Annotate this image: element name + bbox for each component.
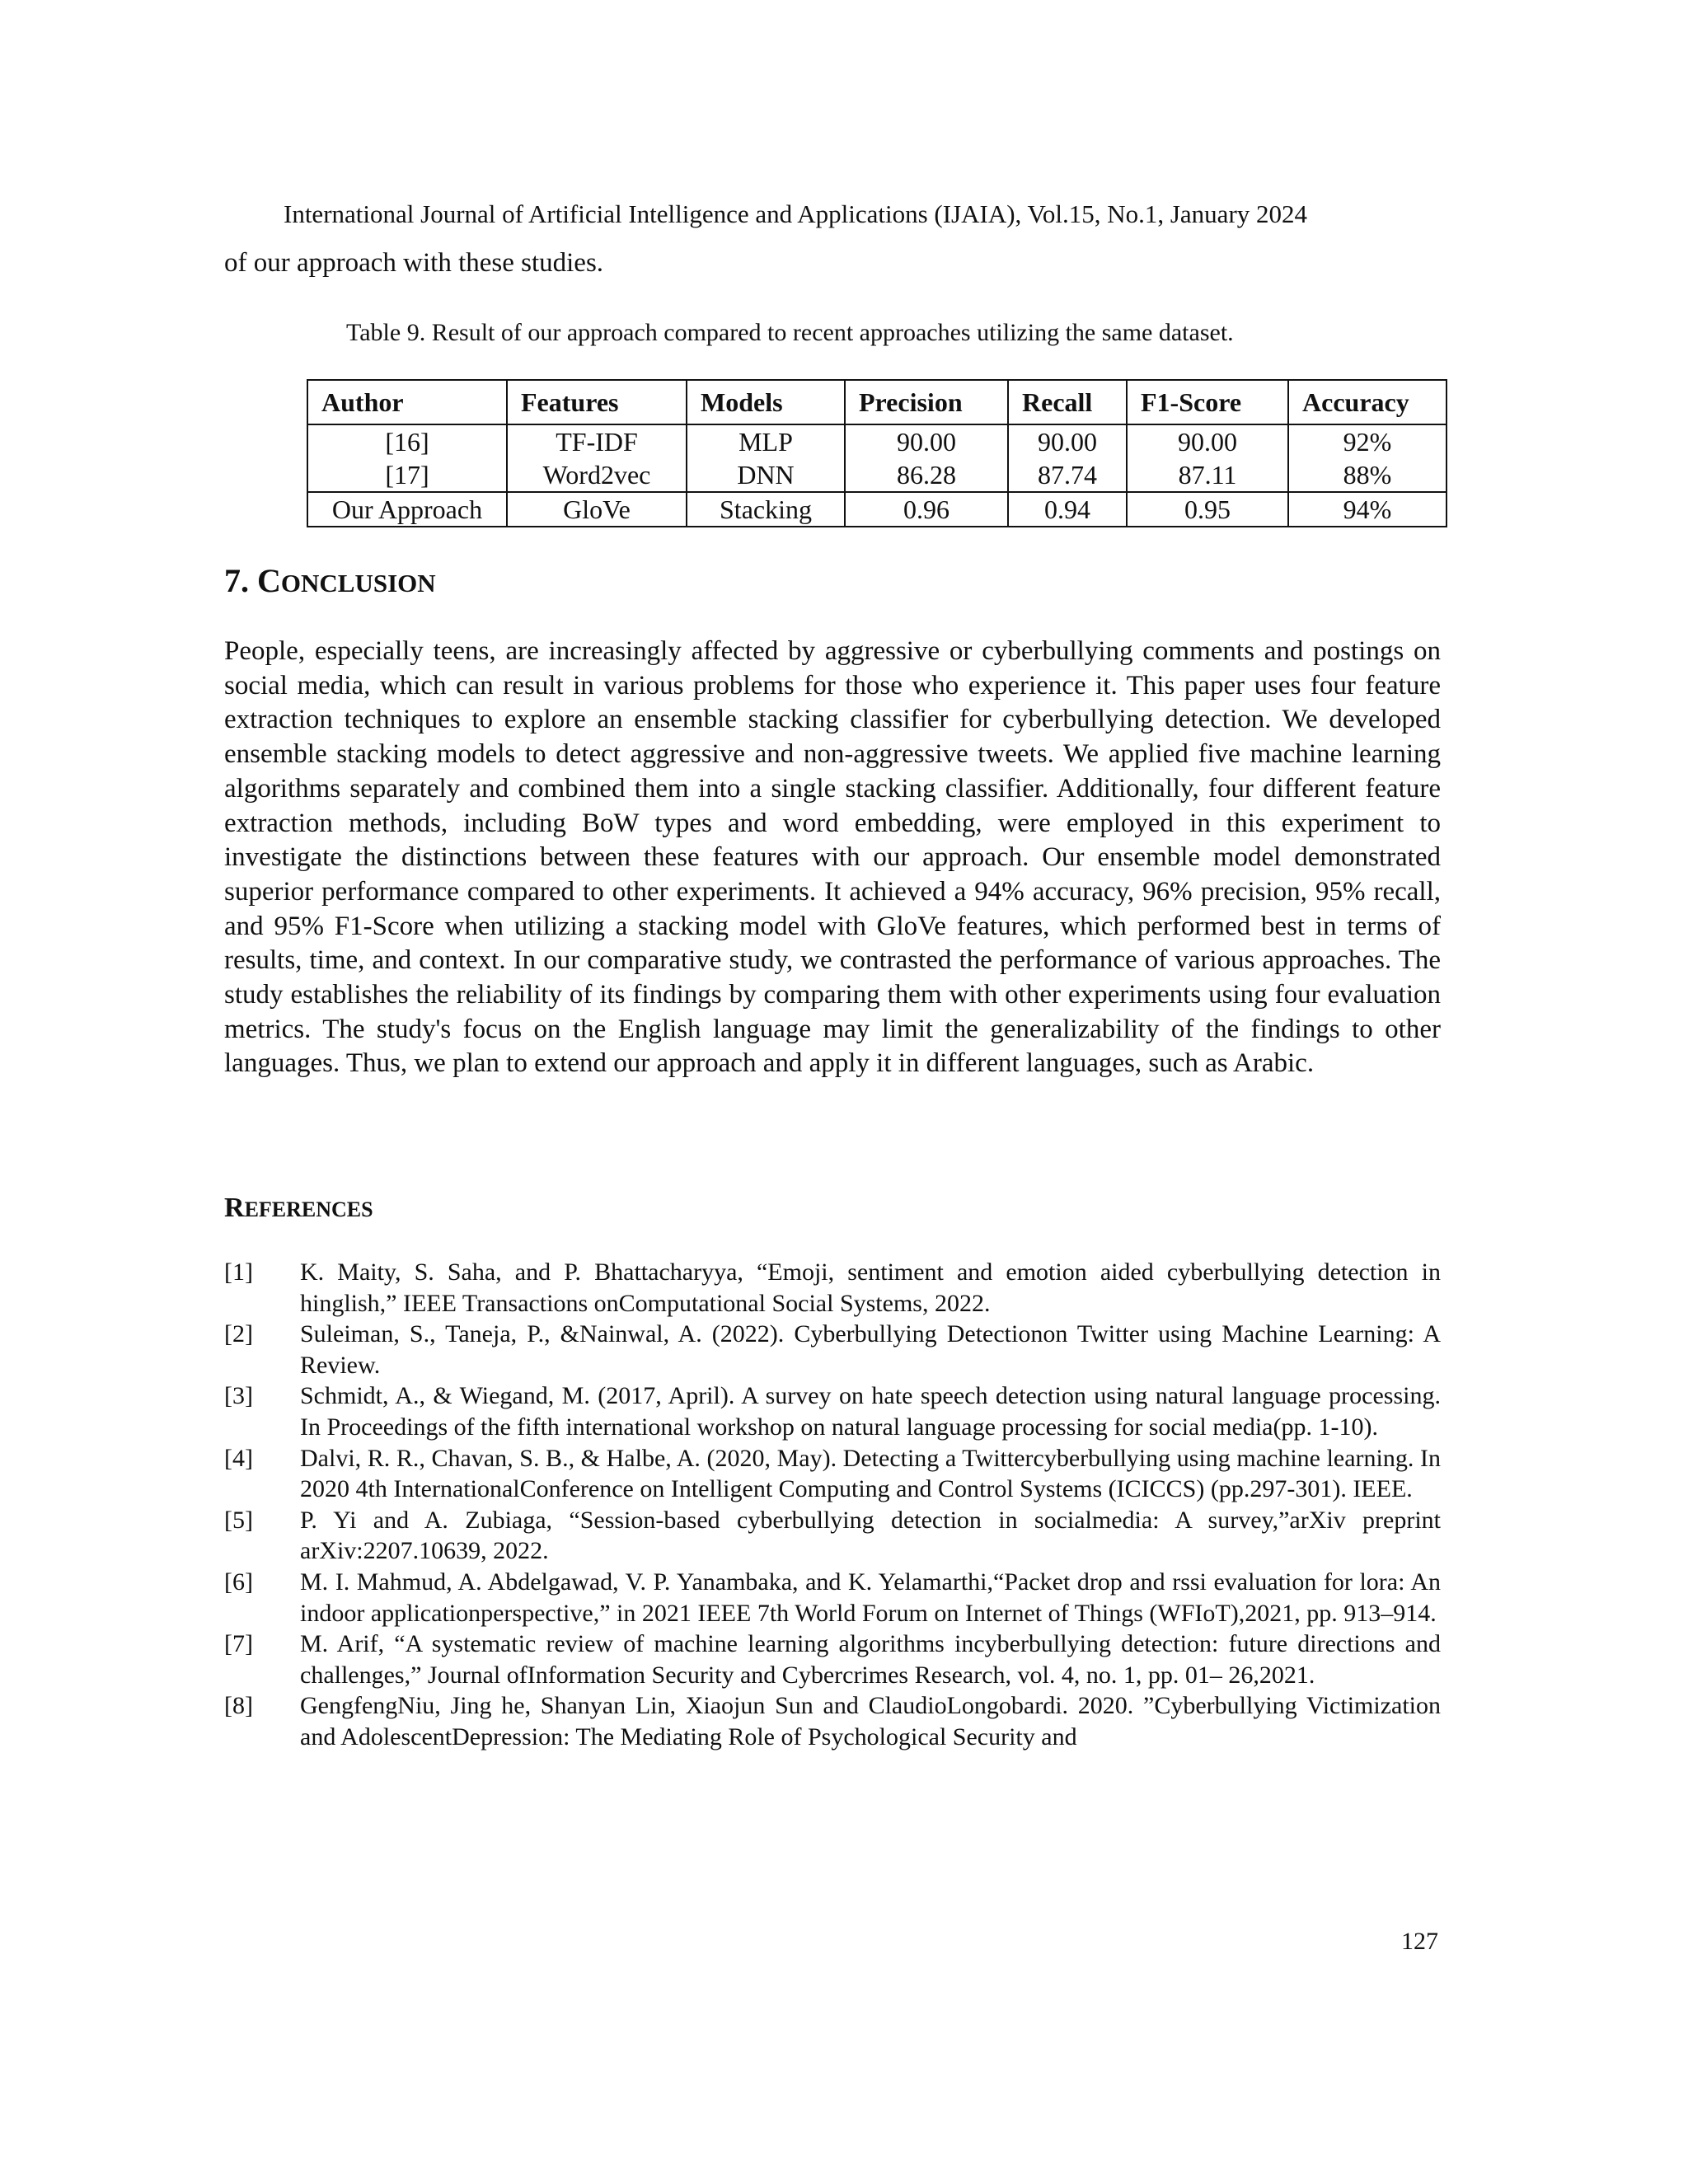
- table-header-row: [307, 380, 1447, 424]
- table-cell: 90.00: [845, 424, 1008, 458]
- table-cell: 0.95: [1127, 492, 1288, 527]
- table-cell: 87.11: [1127, 458, 1288, 492]
- conclusion-heading: [224, 560, 436, 604]
- conclusion-heading-rest: ONCLUSION: [280, 569, 436, 598]
- reference-number: [3]: [224, 1382, 253, 1410]
- table-cell: DNN: [687, 458, 845, 492]
- reference-item: [224, 1505, 1441, 1567]
- reference-item: [224, 1257, 1441, 1319]
- table-cell: 86.28: [845, 458, 1008, 492]
- table-cell: GloVe: [507, 492, 687, 527]
- table-cell: [17]: [307, 458, 507, 492]
- column-header: F1-Score: [1127, 380, 1288, 424]
- column-header: Features: [507, 380, 687, 424]
- column-header: Precision: [845, 380, 1008, 424]
- reference-item: [224, 1319, 1441, 1380]
- reference-item: [224, 1629, 1441, 1690]
- column-header: Author: [307, 380, 507, 424]
- reference-number: [2]: [224, 1320, 253, 1348]
- table-row: [307, 424, 1447, 458]
- table-cell: 88%: [1288, 458, 1447, 492]
- reference-number: [8]: [224, 1692, 253, 1720]
- table-cell: MLP: [687, 424, 845, 458]
- table-row: [307, 458, 1447, 492]
- table-cell: Our Approach: [307, 492, 507, 527]
- reference-item: [224, 1690, 1441, 1752]
- reference-text: Suleiman, S., Taneja, P., &Nainwal, A. (2022). Cyberbullying Detectionon Twitter using Machine Learning: A Review.: [300, 1320, 1441, 1379]
- table-cell: 90.00: [1127, 424, 1288, 458]
- reference-text: P. Yi and A. Zubiaga, “Session-based cyberbullying detection in socialmedia: A survey,”arXiv preprint arXiv:2207.10639, 2022.: [300, 1506, 1441, 1565]
- reference-number: [6]: [224, 1568, 253, 1596]
- references-heading-first: R: [224, 1193, 245, 1223]
- page-number: 127: [1401, 1928, 1438, 1955]
- table-cell: Stacking: [687, 492, 845, 527]
- lead-paragraph: of our approach with these studies.: [224, 248, 604, 278]
- reference-number: [5]: [224, 1506, 253, 1534]
- conclusion-heading-number: 7. C: [224, 562, 281, 599]
- references-heading-rest: EFERENCES: [244, 1197, 373, 1221]
- reference-number: [1]: [224, 1258, 253, 1286]
- references-heading: [224, 1190, 373, 1228]
- reference-text: K. Maity, S. Saha, and P. Bhattacharyya, “Emoji, sentiment and emotion aided cyberbullying detection in hinglish,” IEEE Transactions onComputational Social Systems, 2022.: [300, 1258, 1441, 1317]
- reference-text: M. Arif, “A systematic review of machine learning algorithms incyberbullying detection: future directions and challenges,” Journal ofInformation Security and Cybercrimes Research, vol. 4, no. 1, pp. 01– 26,2021.: [300, 1630, 1441, 1689]
- reference-item: [224, 1567, 1441, 1629]
- column-header: Models: [687, 380, 845, 424]
- table-row: [307, 492, 1447, 527]
- table-cell: 92%: [1288, 424, 1447, 458]
- table-cell: 94%: [1288, 492, 1447, 527]
- reference-text: Dalvi, R. R., Chavan, S. B., & Halbe, A. (2020, May). Detecting a Twittercyberbullying using machine learning. In 2020 4th InternationalConference on Intelligent Computing and Control Systems (ICICCS) (pp.297-301). IEEE.: [300, 1444, 1441, 1503]
- reference-text: M. I. Mahmud, A. Abdelgawad, V. P. Yanambaka, and K. Yelamarthi,“Packet drop and rssi evaluation for lora: An indoor applicationperspective,” in 2021 IEEE 7th World Forum on Internet of Things (WFIoT),2021, pp. 913–914.: [300, 1568, 1441, 1627]
- reference-item: [224, 1443, 1441, 1505]
- column-header: Recall: [1008, 380, 1127, 424]
- table-caption: Table 9. Result of our approach compared to recent approaches utilizing the same dataset.: [346, 319, 1234, 346]
- table-cell: 0.94: [1008, 492, 1127, 527]
- table-cell: 0.96: [845, 492, 1008, 527]
- reference-text: GengfengNiu, Jing he, Shanyan Lin, Xiaojun Sun and ClaudioLongobardi. 2020. ”Cyberbullying Victimization and AdolescentDepression: The Mediating Role of Psychological Security and: [300, 1692, 1441, 1750]
- conclusion-paragraph: People, especially teens, are increasingly affected by aggressive or cyberbullying comments and postings on social media, which can result in various problems for those who experience it. This paper uses four feature extraction techniques to explore an ensemble stacking classifier for cyberbullying detection. We developed ensemble stacking models to detect aggressive and non-aggressive tweets. We applied five machine learning algorithms separately and combined them into a single stacking classifier. Additionally, four different feature extraction methods, including BoW types and word embedding, were employed in this experiment to investigate the distinctions between these features with our approach. Our ensemble model demonstrated superior performance compared to other experiments. It achieved a 94% accuracy, 96% precision, 95% recall, and 95% F1-Score when utilizing a stacking model with GloVe features, which performed best in terms of results, time, and context. In our comparative study, we contrasted the performance of various approaches. The study establishes the reliability of its findings by comparing them with other experiments using four evaluation metrics. The study's focus on the English language may limit the generalizability of the findings to other languages. Thus, we plan to extend our approach and apply it in different languages, such as Arabic.: [224, 636, 1441, 1079]
- reference-list: [224, 1257, 1441, 1753]
- table-cell: 90.00: [1008, 424, 1127, 458]
- reference-item: [224, 1380, 1441, 1442]
- results-table: [307, 379, 1447, 527]
- reference-number: [4]: [224, 1444, 253, 1472]
- table-cell: Word2vec: [507, 458, 687, 492]
- running-header: International Journal of Artificial Intelligence and Applications (IJAIA), Vol.15, No.1, January 2024: [284, 199, 1308, 228]
- reference-number: [7]: [224, 1630, 253, 1658]
- table-cell: 87.74: [1008, 458, 1127, 492]
- table-cell: [16]: [307, 424, 507, 458]
- column-header: Accuracy: [1288, 380, 1447, 424]
- table-cell: TF-IDF: [507, 424, 687, 458]
- reference-text: Schmidt, A., & Wiegand, M. (2017, April). A survey on hate speech detection using natural language processing. In Proceedings of the fifth international workshop on natural language processing for social media(pp. 1-10).: [300, 1382, 1441, 1441]
